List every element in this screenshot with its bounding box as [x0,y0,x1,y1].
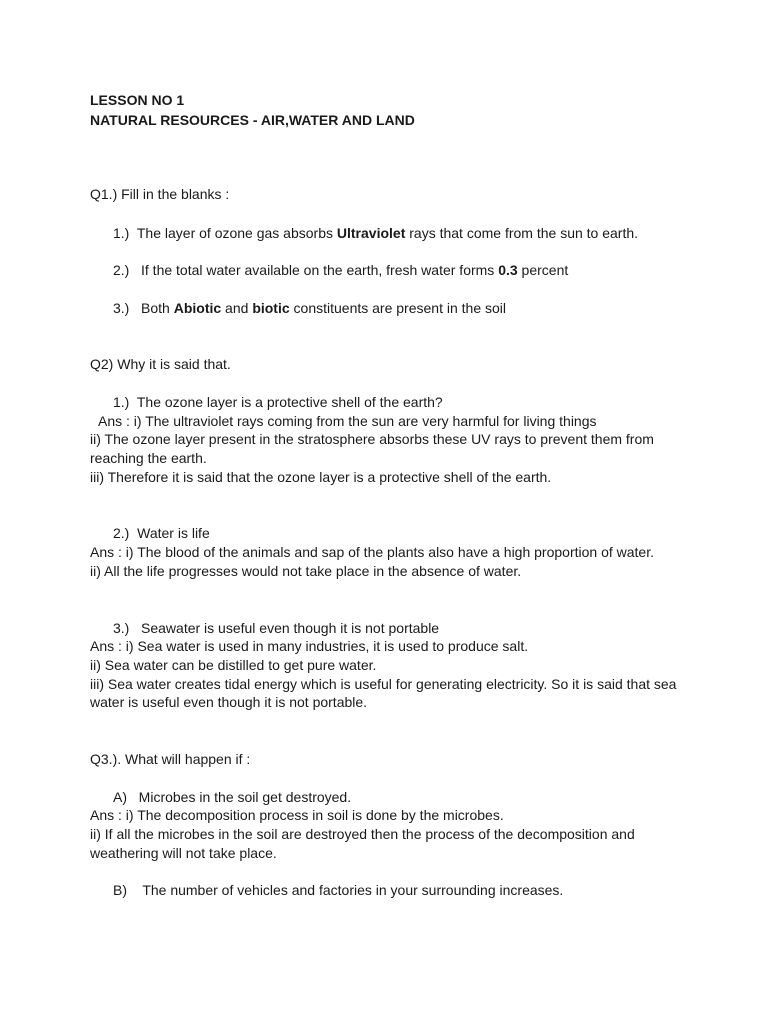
answer-blank: biotic [252,300,290,316]
q1-item-3 [113,299,506,318]
q1-item-1 [113,224,638,243]
item-text: and [221,300,253,316]
answer-line: Ans : i) Sea water is used in many industries, it is used to produce salt. [90,638,529,654]
item-text: constituents are present in the soil [289,300,506,316]
item-text: The ozone layer is a protective shell of the earth? [136,394,443,410]
item-text: Both [141,300,174,316]
item-number: 2.) [113,525,130,541]
answer-line: ii) If all the microbes in the soil are destroyed then the process of the decomposition and [90,826,635,842]
q1-heading: Q1.) Fill in the blanks : [90,186,230,202]
item-number: 1.) [113,225,130,241]
answer-line: water is useful even though it is not portable. [90,694,368,710]
answer-blank: Abiotic [173,300,222,316]
item-text: If the total water available on the earth, fresh water forms [141,262,499,278]
answer-blank: Ultraviolet [336,225,406,241]
q3-heading: Q3.). What will happen if : [90,751,251,767]
item-text: The number of vehicles and factories in your surrounding increases. [142,882,564,898]
item-text: Microbes in the soil get destroyed. [138,789,352,805]
item-text: The layer of ozone gas absorbs [136,225,337,241]
item-number: 3.) [113,300,130,316]
q1-item-2 [113,261,568,280]
answer-line: ii) All the life progresses would not take place in the absence of water. [90,563,522,579]
q2-item-2 [113,524,210,543]
answer-line: iii) Therefore it is said that the ozone layer is a protective shell of the earth. [90,469,552,485]
answer-line: Ans : i) The blood of the animals and sap of the plants also have a high proportion of water. [90,544,654,560]
item-text: Water is life [137,525,210,541]
item-number: A) [113,789,127,805]
q2-item-1 [113,393,443,412]
item-number: 2.) [113,262,130,278]
lesson-title: NATURAL RESOURCES - AIR,WATER AND LAND [90,112,415,128]
answer-line: Ans : i) The decomposition process in soil is done by the microbes. [90,807,504,823]
q3-item-b [113,881,563,900]
answer-line: Ans : i) The ultraviolet rays coming from the sun are very harmful for living things [98,413,597,429]
item-number: 3.) [113,620,130,636]
answer-line: weathering will not take place. [90,845,277,861]
item-text: percent [517,262,569,278]
answer-line: ii) Sea water can be distilled to get pure water. [90,657,377,673]
answer-line: iii) Sea water creates tidal energy which is useful for generating electricity. So it is said that sea [90,676,677,692]
answer-line: ii) The ozone layer present in the stratosphere absorbs these UV rays to prevent them from [90,431,654,447]
answer-blank: 0.3 [498,262,518,278]
lesson-number: LESSON NO 1 [90,92,185,108]
item-text: Seawater is useful even though it is not portable [141,620,440,636]
q2-heading: Q2) Why it is said that. [90,356,231,372]
item-number: B) [113,882,127,898]
item-text: rays that come from the sun to earth. [405,225,639,241]
answer-line: reaching the earth. [90,450,207,466]
q2-item-3 [113,619,439,638]
item-number: 1.) [113,394,130,410]
q3-item-a [113,788,351,807]
